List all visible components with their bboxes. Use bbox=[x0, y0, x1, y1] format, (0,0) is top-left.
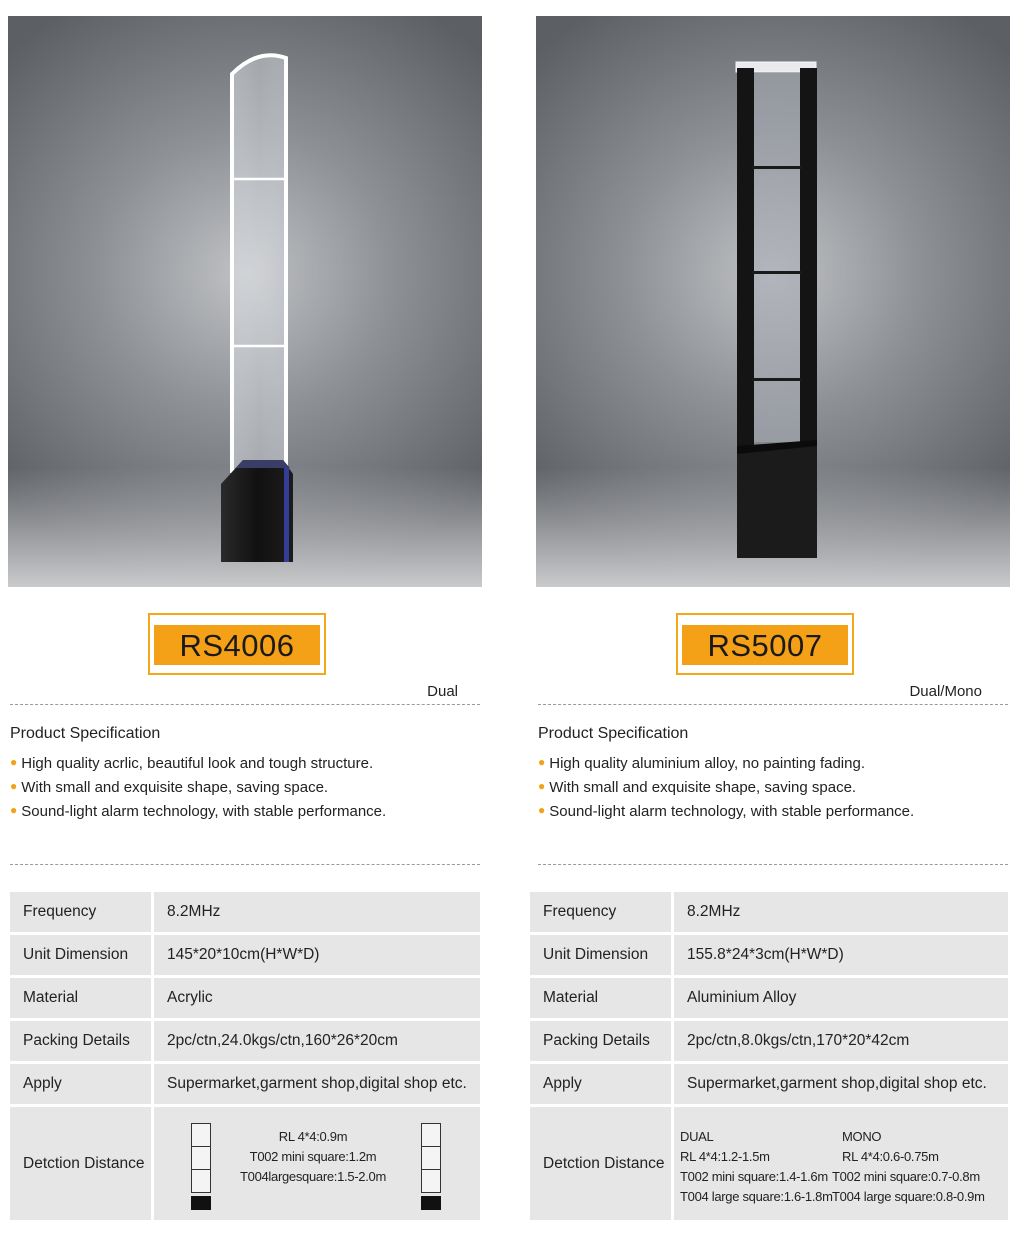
model-badge-frame bbox=[148, 613, 326, 675]
antenna-gate-icon bbox=[191, 1123, 211, 1210]
product-photo-aluminium-antenna bbox=[536, 16, 1010, 587]
model-badge: RS4006 bbox=[154, 625, 320, 665]
bullet-dot-icon: ● bbox=[10, 779, 18, 793]
antenna-type: Dual/Mono bbox=[909, 683, 982, 700]
detection-diagram bbox=[154, 1107, 480, 1220]
bullet-dot-icon: ● bbox=[538, 803, 546, 817]
table-row: Unit Dimension 145*20*10cm(H*W*D) bbox=[10, 935, 480, 975]
table-row: Material Aluminium Alloy bbox=[530, 978, 1008, 1018]
feature-list bbox=[538, 752, 914, 824]
detection-values: RL 4*4:0.9m T002 mini square:1.2m T004largesquare:1.5-2.0m bbox=[240, 1129, 387, 1184]
detection-label: Detction Distance bbox=[10, 1107, 154, 1220]
table-row: Packing Details 2pc/ctn,24.0kgs/ctn,160*26*20cm bbox=[10, 1021, 480, 1061]
feature-item: ● Sound-light alarm technology, with stable performance. bbox=[10, 803, 387, 820]
spec-title: Product Specification bbox=[538, 725, 689, 742]
table-row: Apply Supermarket,garment shop,digital shop etc. bbox=[10, 1064, 480, 1104]
bullet-dot-icon: ● bbox=[10, 755, 18, 769]
product-card-rs5007 bbox=[536, 0, 1012, 1238]
acrylic-antenna-illustration bbox=[8, 16, 482, 587]
product-card-rs4006 bbox=[8, 0, 484, 1238]
table-row: Packing Details 2pc/ctn,8.0kgs/ctn,170*20*42cm bbox=[530, 1021, 1008, 1061]
product-photo-acrylic-antenna bbox=[8, 16, 482, 587]
table-row-detection bbox=[530, 1107, 1008, 1220]
feature-item: ● With small and exquisite shape, saving space. bbox=[538, 779, 857, 796]
table-row: Frequency 8.2MHz bbox=[530, 892, 1008, 932]
bullet-dot-icon: ● bbox=[538, 755, 546, 769]
spec-title: Product Specification bbox=[10, 725, 161, 742]
divider-bottom bbox=[538, 864, 1008, 865]
spec-table bbox=[10, 889, 480, 1223]
bullet-dot-icon: ● bbox=[10, 803, 18, 817]
table-row-detection bbox=[10, 1107, 480, 1220]
detection-values: DUAL MONO RL 4*4:1.2-1.5m RL 4*4:0.6-0.75m T002 mini square:1.4-1.6m T002 mini square:0.7-0.8m T004 large square:1.6-1.8mT004 large square:0.8-0.9m bbox=[680, 1128, 985, 1204]
table-row: Frequency 8.2MHz bbox=[10, 892, 480, 932]
table-row: Apply Supermarket,garment shop,digital shop etc. bbox=[530, 1064, 1008, 1104]
table-row: Material Acrylic bbox=[10, 978, 480, 1018]
antenna-gate-icon bbox=[421, 1123, 441, 1210]
bullet-dot-icon: ● bbox=[538, 779, 546, 793]
table-row: Unit Dimension 155.8*24*3cm(H*W*D) bbox=[530, 935, 1008, 975]
divider-bottom bbox=[10, 864, 480, 865]
model-badge: RS5007 bbox=[682, 625, 848, 665]
feature-list bbox=[10, 752, 386, 824]
aluminium-antenna-illustration bbox=[536, 16, 1010, 587]
model-badge-frame bbox=[676, 613, 854, 675]
feature-item: ● With small and exquisite shape, saving space. bbox=[10, 779, 329, 796]
antenna-type: Dual bbox=[427, 683, 458, 700]
feature-item: ● High quality acrlic, beautiful look and tough structure. bbox=[10, 755, 374, 772]
feature-item: ● Sound-light alarm technology, with stable performance. bbox=[538, 803, 915, 820]
detection-label: Detction Distance bbox=[530, 1107, 674, 1220]
divider-top bbox=[10, 704, 480, 705]
divider-top bbox=[538, 704, 1008, 705]
spec-table bbox=[530, 889, 1008, 1223]
feature-item: ● High quality aluminium alloy, no painting fading. bbox=[538, 755, 865, 772]
